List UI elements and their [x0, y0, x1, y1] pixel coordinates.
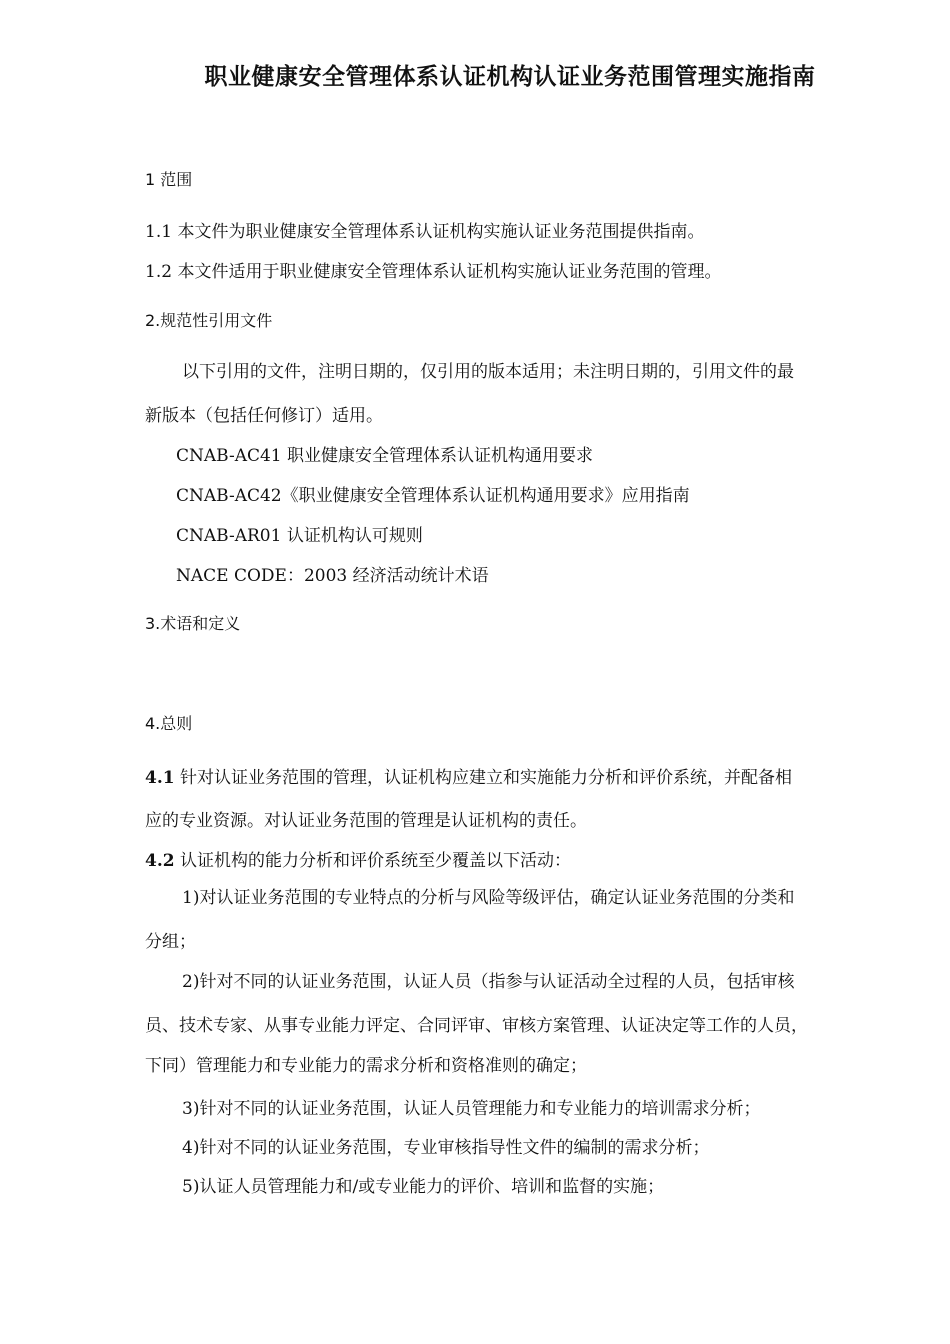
reference-item: NACE CODE：2003 经济活动统计术语	[176, 566, 489, 586]
section-4-heading: 4.总则	[145, 714, 193, 733]
reference-item: CNAB-AC42《职业健康安全管理体系认证机构通用要求》应用指南	[176, 486, 690, 506]
section-2-intro-line-2: 新版本（包括任何修订）适用。	[145, 406, 383, 426]
reference-item: CNAB-AR01 认证机构认可规则	[176, 526, 423, 546]
clause-4-1-line-2: 应的专业资源。对认证业务范围的管理是认证机构的责任。	[145, 811, 587, 831]
section-2-heading: 2.规范性引用文件	[145, 311, 273, 330]
clause-1-1: 1.1 本文件为职业健康安全管理体系认证机构实施认证业务范围提供指南。	[145, 222, 705, 242]
clause-4-1-text: 针对认证业务范围的管理，认证机构应建立和实施能力分析和评价系统，并配备相	[174, 768, 792, 788]
clause-4-2-line-1	[145, 846, 571, 871]
list-item-1-line-2: 分组；	[145, 932, 196, 952]
list-item-5: 5)认证人员管理能力和/或专业能力的评价、培训和监督的实施；	[182, 1177, 665, 1197]
clause-4-1-number: 4.1	[145, 768, 175, 788]
section-3-heading: 3.术语和定义	[145, 614, 241, 633]
clause-4-2-number: 4.2	[145, 851, 175, 871]
list-item-3: 3)针对不同的认证业务范围，认证人员管理能力和专业能力的培训需求分析；	[182, 1099, 761, 1119]
document-title: 职业健康安全管理体系认证机构认证业务范围管理实施指南	[204, 64, 816, 90]
clause-4-2-text: 认证机构的能力分析和评价系统至少覆盖以下活动：	[174, 851, 571, 871]
list-item-2-line-3: 下同）管理能力和专业能力的需求分析和资格准则的确定；	[145, 1056, 587, 1076]
list-item-2-line-2: 员、技术专家、从事专业能力评定、合同评审、审核方案管理、认证决定等工作的人员，	[145, 1016, 808, 1036]
section-1-heading: 1 范围	[145, 170, 193, 189]
list-item-1-line-1: 1)对认证业务范围的专业特点的分析与风险等级评估，确定认证业务范围的分类和	[182, 888, 795, 908]
clause-1-2: 1.2 本文件适用于职业健康安全管理体系认证机构实施认证业务范围的管理。	[145, 262, 722, 282]
reference-item: CNAB-AC41 职业健康安全管理体系认证机构通用要求	[176, 446, 594, 466]
section-2-intro-line-1: 以下引用的文件，注明日期的，仅引用的版本适用；未注明日期的，引用文件的最	[182, 362, 794, 382]
list-item-4: 4)针对不同的认证业务范围，专业审核指导性文件的编制的需求分析；	[182, 1138, 710, 1158]
clause-4-1-line-1	[145, 763, 792, 788]
list-item-2-line-1: 2)针对不同的认证业务范围，认证人员（指参与认证活动全过程的人员，包括审核	[182, 972, 795, 992]
